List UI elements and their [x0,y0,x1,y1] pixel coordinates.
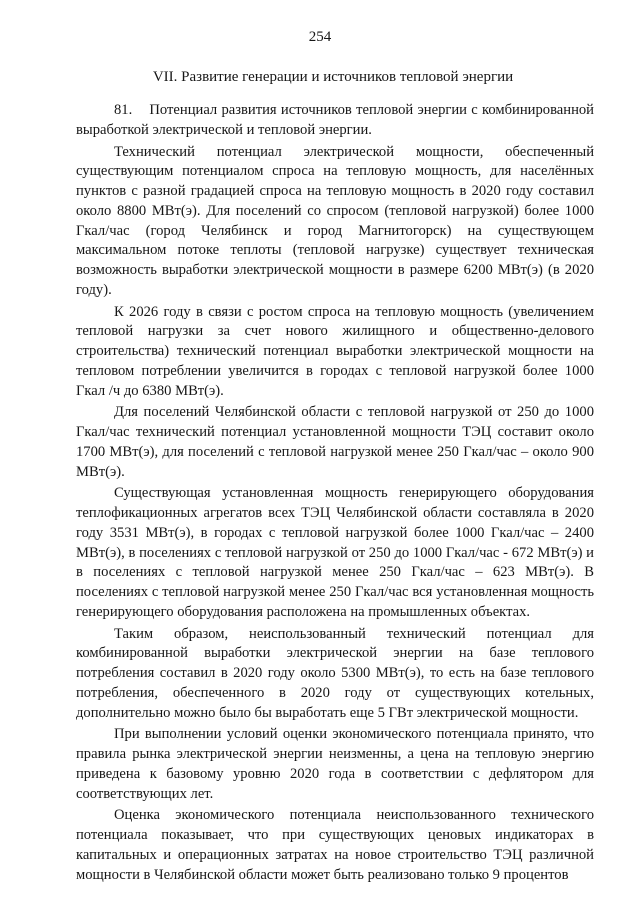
page-number: 254 [308,29,332,45]
paragraph-installed-capacity: Существующая установленная мощность генерирующего оборудования теплофикационных агрегатов всех ТЭЦ Челябинской области составляла в 2020 году 3531 МВт(э), в городах с тепловой нагрузкой более 1000 Гкал/час – 2400 МВт(э), в поселениях с тепловой нагрузкой от 250 до 1000 Гкал/час - 672 МВт(э) и в поселениях с тепловой нагрузкой менее 250 Гкал/час – 623 МВт(э). В поселениях с тепловой нагрузкой менее 250 Гкал/час вся установленная мощность генерирующего оборудования расположена на промышленных объектах. [76,485,594,620]
section-title: VII. Развитие генерации и источников тепловой энергии [152,69,514,85]
paragraph-technical-potential: Технический потенциал электрической мощности, обеспеченный существующим потенциалом спроса на тепловую мощность, для населённых пунктов с разной градацией спроса на тепловую мощность в 2020 году составил около 8800 МВт(э). Для поселений со спросом (тепловой нагрузкой) более 1000 Гкал/час (город Челябинск и город Магнитогорск) на существующем максимальном потоке теплоты (тепловой нагрузке) существует техническая возможность выработки электрической мощности в размере 6200 МВт(э) (в 2020 году). [76,143,594,298]
body-text [76,101,594,885]
paragraph-economic-assessment: Оценка экономического потенциала неиспользованного технического потенциала показывает, что при существующих ценовых индикаторах в капитальных и операционных затратах на новое строительство ТЭЦ различной мощности в Челябинской области может быть реализовано только 9 процентов [76,807,594,883]
paragraph-81-heading: 81. Потенциал развития источников тепловой энергии с комбинированной выработкой электрической и тепловой энергии. [76,102,594,138]
paragraph-unused-potential: Таким образом, неиспользованный технический потенциал для комбинированной выработки электрической энергии на базе теплового потребления составил в 2020 году около 5300 МВт(э), то есть на базе теплового потребления, обеспеченного в 2020 году от существующих котельных, дополнительно можно было бы выработать еще 5 ГВт электрической мощности. [76,625,594,721]
paragraph-assessment-conditions: При выполнении условий оценки экономического потенциала принято, что правила рынка электрической энергии неизменны, а цена на тепловую энергию приведена к базовому уровню 2020 года в соответствии с дефлятором для соответствующих лет. [76,726,594,802]
paragraph-settlements-250-1000: Для поселений Челябинской области с тепловой нагрузкой от 250 до 1000 Гкал/час технический потенциал установленной мощности ТЭЦ составит около 1700 МВт(э), для поселений с тепловой нагрузкой менее 250 Гкал/час – около 900 МВт(э). [76,404,594,480]
paragraph-2026-forecast: К 2026 году в связи с ростом спроса на тепловую мощность (увеличением тепловой нагрузки за счет нового жилищного и общественно-делового строительства) технический потенциал выработки электрической мощности на тепловом потреблении увеличится в городах с тепловой нагрузкой более 1000 Гкал /ч до 6380 МВт(э). [76,303,594,399]
